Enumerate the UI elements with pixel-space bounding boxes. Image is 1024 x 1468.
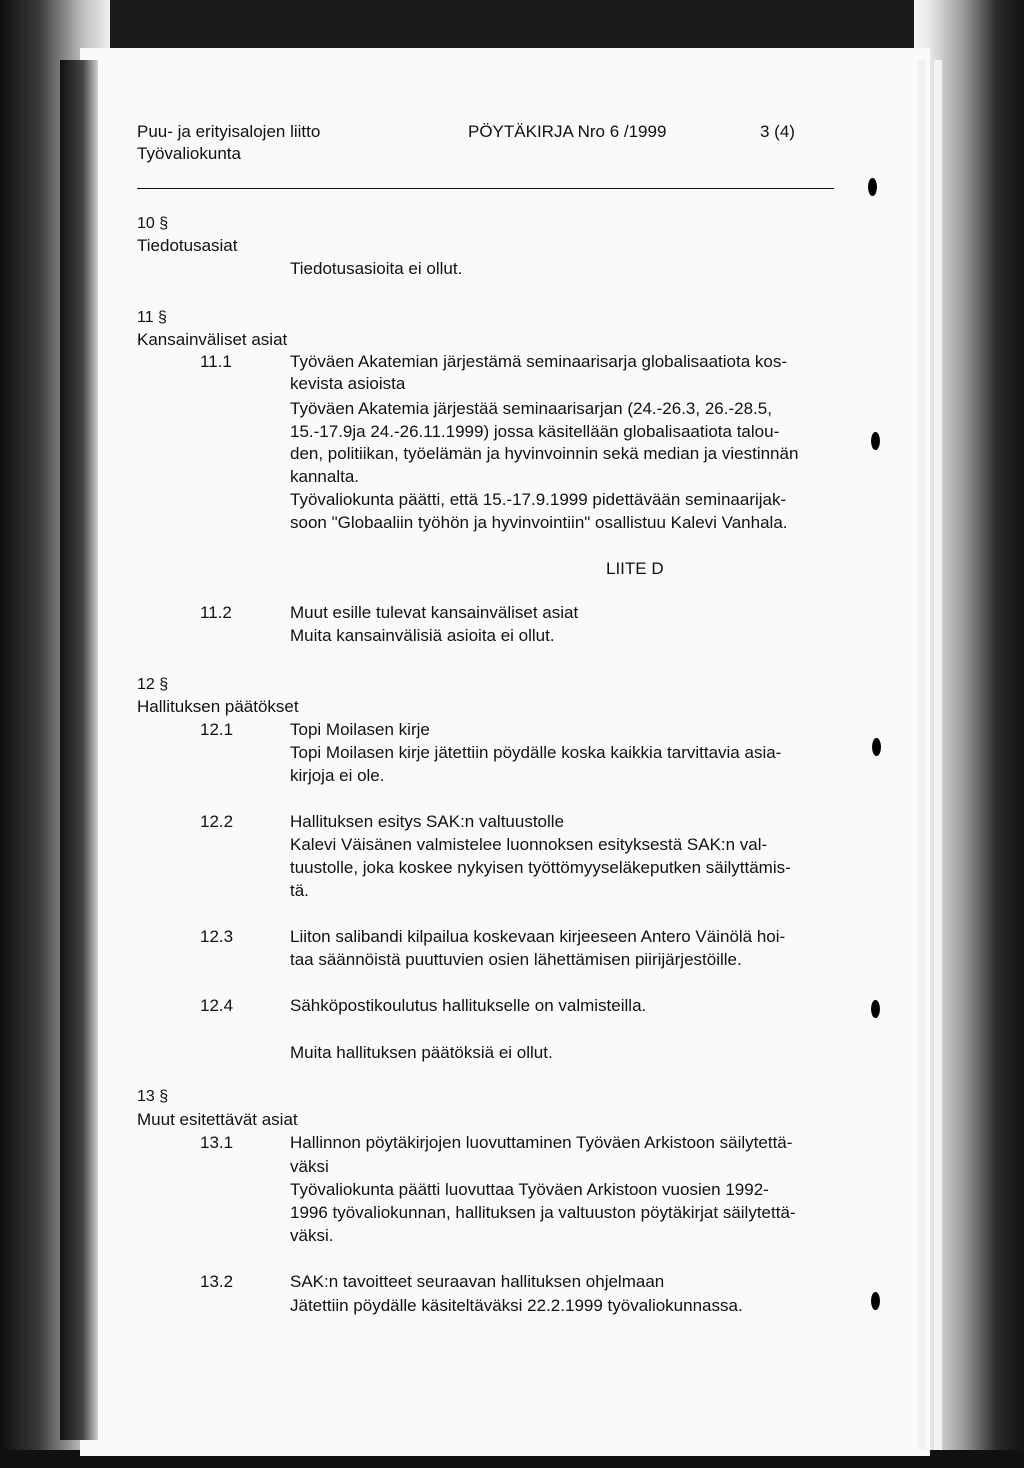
section-13-title: Muut esitettävät asiat — [137, 1110, 298, 1129]
section-10-number: 10 § — [137, 215, 169, 232]
section-11-number: 11 § — [137, 309, 167, 326]
item-12-2-line: tä. — [290, 881, 309, 900]
header-rule — [137, 188, 834, 189]
unit-name: Työvaliokunta — [137, 144, 241, 163]
item-13-1-line: Työvaliokunta päätti luovuttaa Työväen Arkistoon vuosien 1992- — [290, 1180, 769, 1199]
item-13-1-line: väksi — [290, 1157, 329, 1176]
section-12-number: 12 § — [137, 676, 169, 693]
item-11-1-line: Työväen Akatemian järjestämä seminaarisarja globalisaatiota kos- — [290, 352, 788, 371]
item-12-3-line: Liiton salibandi kilpailua koskevaan kirjeeseen Antero Väinölä hoi- — [290, 927, 786, 946]
item-12-3-line: taa säännöistä puuttuvien osien lähettämisen piirijärjestöille. — [290, 950, 742, 969]
page-number: 3 (4) — [760, 122, 795, 141]
item-11-1-number: 11.1 — [200, 352, 232, 371]
item-11-1-line: kevista asioista — [290, 374, 406, 393]
item-11-2-line: Muita kansainvälisiä asioita ei ollut. — [290, 626, 555, 645]
item-12-1-line: Topi Moilasen kirje jätettiin pöydälle koska kaikkia tarvittavia asia- — [290, 743, 782, 762]
item-11-1-line: kannalta. — [290, 467, 359, 486]
section-10-title: Tiedotusasiat — [137, 236, 238, 255]
item-11-1-line: Työvaliokunta päätti, että 15.-17.9.1999 pidettävään seminaarijak- — [290, 490, 787, 509]
section-12-closing: Muita hallituksen päätöksiä ei ollut. — [290, 1043, 553, 1062]
section-12-title: Hallituksen päätökset — [137, 697, 299, 716]
item-12-1-number: 12.1 — [200, 720, 234, 739]
item-11-1-line: soon "Globaaliin työhön ja hyvinvointiin" osallistuu Kalevi Vanhala. — [290, 513, 788, 532]
attachment-label: LIITE D — [606, 559, 664, 578]
item-12-2-line: Kalevi Väisänen valmistelee luonnoksen esityksestä SAK:n val- — [290, 835, 768, 854]
item-13-2-number: 13.2 — [200, 1272, 234, 1291]
doc-title: PÖYTÄKIRJA Nro 6 /1999 — [468, 122, 667, 141]
item-13-2-line: Jätettiin pöydälle käsiteltäväksi 22.2.1999 työvaliokunnassa. — [290, 1296, 743, 1315]
item-11-1-line: 15.-17.9ja 24.-26.11.1999) jossa käsitellään globalisaatiota talou- — [290, 422, 780, 441]
item-13-1-line: 1996 työvaliokunnan, hallituksen ja valtuuston pöytäkirjat säilytettä- — [290, 1203, 796, 1222]
section-13-number: 13 § — [137, 1088, 169, 1105]
item-12-1-line: kirjoja ei ole. — [290, 766, 385, 785]
item-11-2-line: Muut esille tulevat kansainväliset asiat — [290, 603, 579, 622]
section-10-body: Tiedotusasioita ei ollut. — [290, 259, 463, 278]
item-11-2-number: 11.2 — [200, 603, 232, 622]
item-13-1-line: Hallinnon pöytäkirjojen luovuttaminen Työväen Arkistoon säilytettä- — [290, 1133, 793, 1152]
item-12-4-line: Sähköpostikoulutus hallitukselle on valmisteilla. — [290, 996, 647, 1015]
item-12-2-number: 12.2 — [200, 812, 234, 831]
section-11-title: Kansainväliset asiat — [137, 330, 288, 349]
item-12-1-line: Topi Moilasen kirje — [290, 720, 430, 739]
item-12-2-line: Hallituksen esitys SAK:n valtuustolle — [290, 812, 565, 831]
item-12-4-number: 12.4 — [200, 996, 234, 1015]
item-11-1-line: den, politiikan, työelämän ja hyvinvoinnin sekä median ja viestinnän — [290, 444, 799, 463]
org-name: Puu- ja erityisalojen liitto — [137, 122, 321, 141]
item-12-3-number: 12.3 — [200, 927, 234, 946]
item-13-2-line: SAK:n tavoitteet seuraavan hallituksen ohjelmaan — [290, 1272, 665, 1291]
item-13-1-number: 13.1 — [200, 1133, 234, 1152]
item-12-2-line: tuustolle, joka koskee nykyisen työttömyyseläkeputken säilyttämis- — [290, 858, 791, 877]
item-11-1-line: Työväen Akatemia järjestää seminaarisarjan (24.-26.3, 26.-28.5, — [290, 399, 772, 418]
item-13-1-line: väksi. — [290, 1226, 334, 1245]
